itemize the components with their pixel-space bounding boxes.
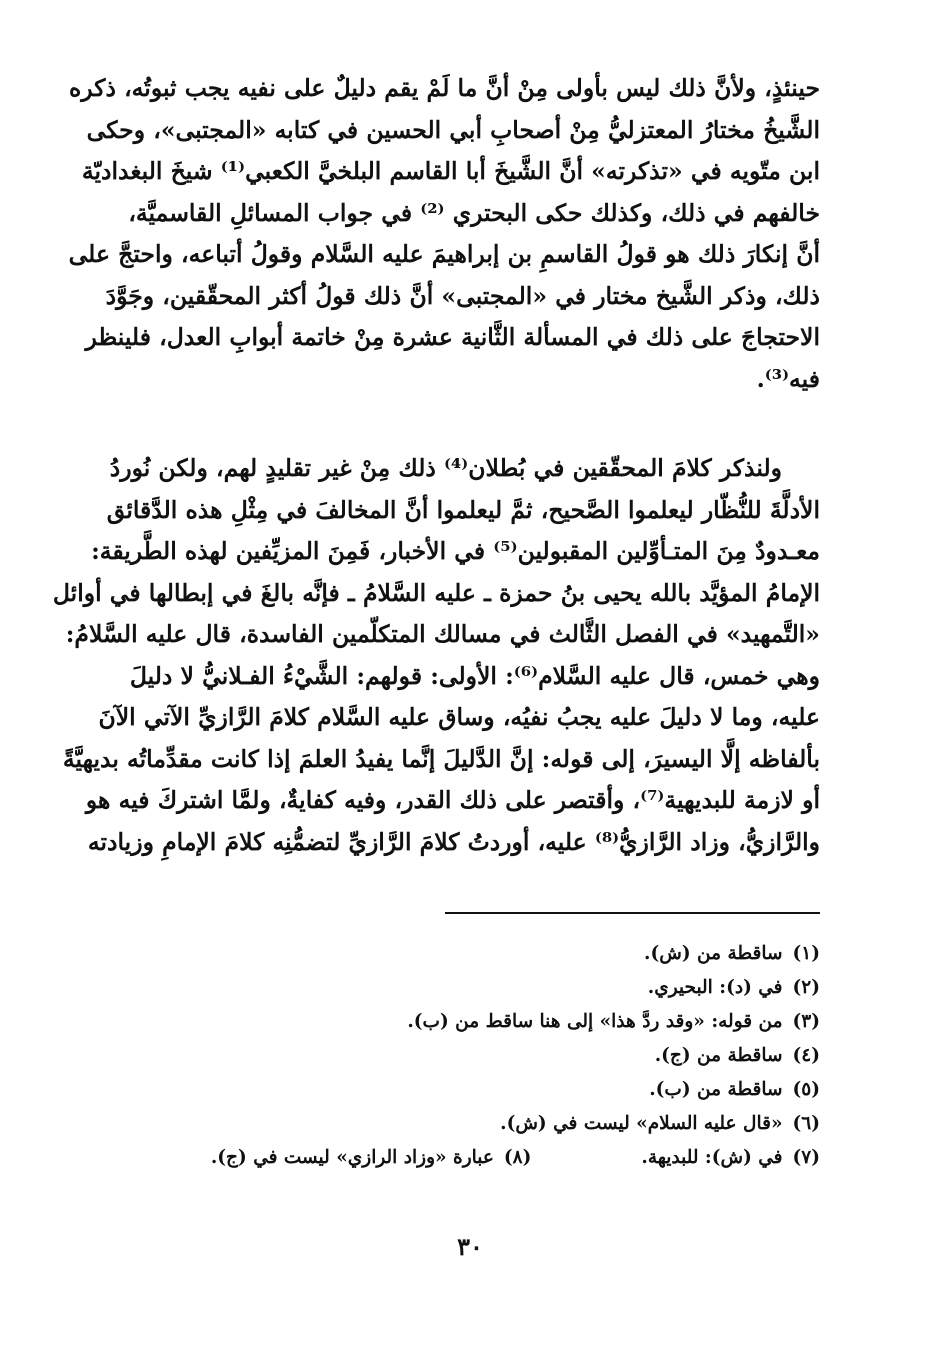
text-line: ولنذكر كلامَ المحقّقين في بُطلان⁽⁴⁾ ذلك مِنْ غير تقليدٍ لهم، ولكن نُوردُ	[109, 454, 782, 482]
text-line: والرَّازيُّ، وزاد الرَّازيُّ⁽⁸⁾ عليه، أوردتُ كلامَ الرَّازيِّ لتضمُّنِه كلامَ الإمامِ وزيادته	[87, 827, 820, 856]
footnote-item	[120, 1039, 820, 1073]
text-line: فيه⁽³⁾.	[756, 364, 820, 393]
text-line: وهي خمس، قال عليه السَّلام⁽⁶⁾: الأولى: قولهم: الشَّيْءُ الفـلانيُّ لا دليلَ	[129, 661, 820, 690]
text-line: معـدودٌ مِنَ المتـأوِّلين المقبولين⁽⁵⁾ في الأخبار، فَمِنَ المزيِّفين لهذه الطَّريقة:	[91, 537, 820, 565]
paragraph-1	[68, 68, 820, 400]
text-line: خالفهم في ذلك، وكذلك حكى البحتري ⁽²⁾ في جواب المسائلِ القاسميَّة،	[128, 198, 820, 227]
footnote-item	[120, 971, 820, 1005]
footnote-text: في (ش): للبديهة.	[641, 1147, 783, 1168]
footnote-text: في (د): البحيري.	[647, 977, 783, 998]
footnote-pair	[120, 1141, 820, 1175]
footnote-item	[641, 1141, 820, 1175]
footnote-number: (٨)	[503, 1147, 532, 1168]
text-line: بألفاظه إلَّا اليسيرَ، إلى قوله: إنَّ الدَّليلَ إنَّما يفيدُ العلمَ إذا كانت مقدِّماتُه بديهيَّةً	[62, 744, 820, 773]
footnote-item	[211, 1141, 532, 1175]
footnote-separator	[445, 912, 820, 914]
footnote-text: «قال عليه السلام» ليست في (ش).	[500, 1113, 783, 1134]
text-line: عليه، وما لا دليلَ عليه يجبُ نفيُه، وساق عليه السَّلام كلامَ الرَّازيِّ الآتي الآنَ	[98, 703, 820, 731]
text-line: الاحتجاجَ على ذلك في المسألة الثَّانية عشرة مِنْ خاتمة أبوابِ العدل، فلينظر	[85, 323, 820, 351]
footnote-text: ساقطة من (ب).	[649, 1079, 783, 1100]
footnote-number: (١)	[792, 943, 820, 964]
footnote-text: ساقطة من (ش).	[644, 943, 783, 964]
footnote-item	[120, 937, 820, 971]
footnotes	[120, 937, 820, 1175]
text-line: أنَّ إنكارَ ذلك هو قولُ القاسمِ بن إبراهيمَ عليه السَّلام وقولُ أتباعه، واحتجَّ على	[68, 240, 820, 268]
text-line: الشَّيخُ مختارُ المعتزليُّ مِنْ أصحابِ أبي الحسين في كتابه «المجتبى»، وحكى	[86, 115, 820, 144]
footnote-item	[120, 1073, 820, 1107]
text-line: ابن متّويه في «تذكرته» أنَّ الشَّيخَ أبا القاسم البلخيَّ الكعبي⁽¹⁾ شيخَ البغداديّة	[81, 157, 820, 185]
paragraph-2	[52, 448, 820, 863]
footnote-text: من قوله: «وقد ردَّ هذا» إلى هنا ساقط من (ب).	[407, 1011, 783, 1032]
footnote-number: (٤)	[792, 1045, 820, 1066]
text-line: ذلك، وذكر الشَّيخ مختار في «المجتبى» أنَّ ذلك قولُ أكثر المحقّقين، وجَوَّدَ	[105, 281, 820, 310]
footnote-number: (٦)	[792, 1113, 820, 1134]
footnote-number: (٧)	[792, 1147, 820, 1168]
footnote-item	[120, 1005, 820, 1039]
footnote-number: (٢)	[792, 977, 820, 998]
footnote-number: (٣)	[792, 1011, 820, 1032]
page-number: ٣٠	[457, 1232, 483, 1261]
footnote-text: عبارة «وزاد الرازي» ليست في (ج).	[210, 1147, 494, 1168]
text-line: الأدلَّةَ للنُّظّار ليعلموا الصَّحيح، ثمَّ ليعلموا أنَّ المخالفَ في مِثْلِ هذه الدَّقائق	[106, 495, 820, 524]
footnote-item	[120, 1107, 820, 1141]
footnote-text: ساقطة من (ج).	[654, 1045, 783, 1066]
text-line: أو لازمة للبديهية⁽⁷⁾، وأقتصر على ذلك القدر، وفيه كفايةٌ، ولمَّا اشتركَ فيه هو	[85, 786, 820, 814]
text-line: الإمامُ المؤيَّد بالله يحيى بنُ حمزة ـ عليه السَّلامُ ـ فإنَّه بالغَ في إبطالها في أوائل	[52, 578, 820, 607]
text-line: «التَّمهيد» في الفصل الثَّالث في مسالك المتكلّمين الفاسدة، قال عليه السَّلامُ:	[65, 620, 820, 648]
footnote-number: (٥)	[792, 1079, 820, 1100]
text-line: حينئذٍ، ولأنَّ ذلك ليس بأولى مِنْ أنَّ ما لَمْ يقم دليلٌ على نفيه يجب ثبوتُه، ذكره	[68, 74, 820, 102]
